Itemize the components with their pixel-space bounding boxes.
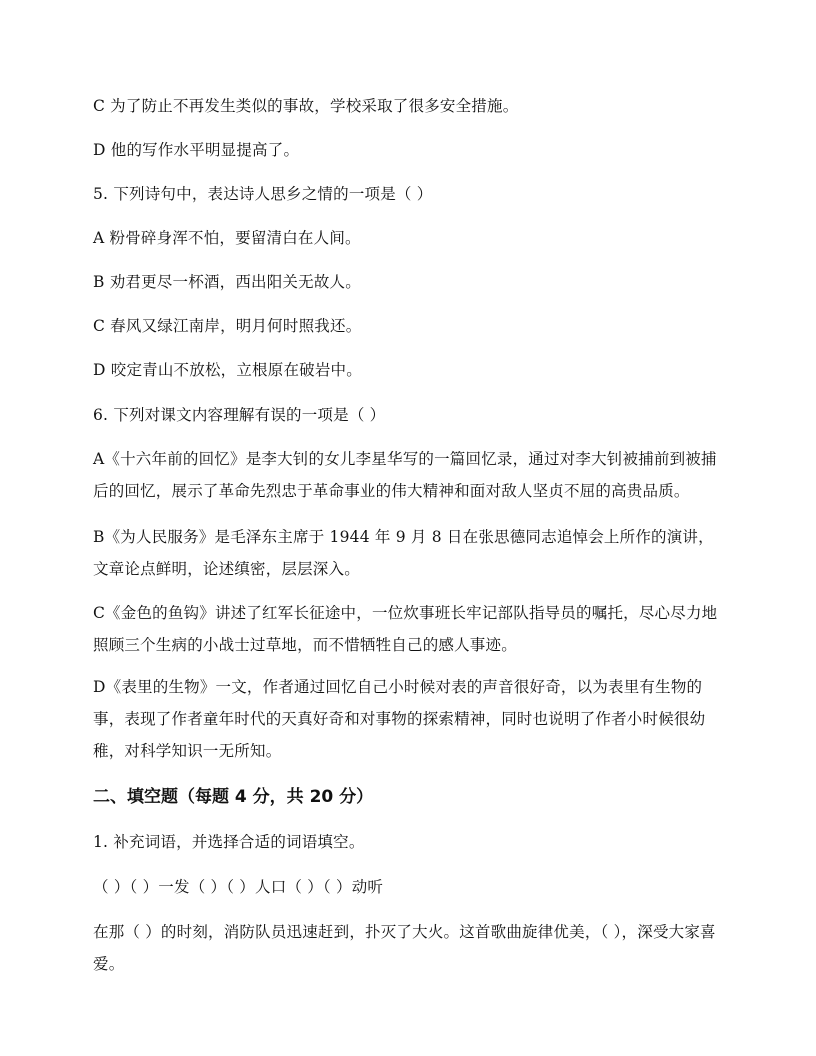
question-4-option-c: C 为了防止不再发生类似的事故，学校采取了很多安全措施。 — [93, 97, 519, 115]
question-6-stem: 6. 下列对课文内容理解有误的一项是（ ） — [93, 406, 386, 424]
question-6-option-a: A《十六年前的回忆》是李大钊的女儿李星华写的一篇回忆录，通过对李大钊被捕前到被捕后的回忆，展示了革命先烈忠于革命事业的伟大精神和面对敌人坚贞不屈的高贵品质。 — [93, 450, 717, 500]
question-5-stem: 5. 下列诗句中，表达诗人思乡之情的一项是（ ） — [93, 185, 433, 203]
question-6-option-c: C《金色的鱼钩》讲述了红军长征途中，一位炊事班长牢记部队指导员的嘱托，尽心尽力地照顾三个生病的小战士过草地，而不惜牺牲自己的感人事迹。 — [93, 604, 718, 654]
fill-question-1-words: （ ）（ ）一发（ ）（ ）人口（ ）（ ）动听 — [93, 878, 384, 896]
fill-question-1-stem: 1. 补充词语，并选择合适的词语填空。 — [93, 833, 365, 851]
question-5-option-d: D 咬定青山不放松，立根原在破岩中。 — [93, 361, 362, 379]
fill-question-1-sentence: 在那（ ）的时刻，消防队员迅速赶到，扑灭了大火。这首歌曲旋律优美，（ ），深受大家喜爱。 — [93, 923, 716, 973]
question-6-option-b: B《为人民服务》是毛泽东主席于 1944 年 9 月 8 日在张思德同志追悼会上所作的演讲，文章论点鲜明，论述缜密，层层深入。 — [93, 528, 714, 578]
question-5-option-b: B 劝君更尽一杯酒，西出阳关无故人。 — [93, 273, 361, 291]
question-4-option-d: D 他的写作水平明显提高了。 — [93, 141, 300, 159]
question-6-option-d: D《表里的生物》一文，作者通过回忆自己小时候对表的声音很好奇，以为表里有生物的事，表现了作者童年时代的天真好奇和对事物的探索精神，同时也说明了作者小时候很幼稚，对科学知识一无所知。 — [93, 678, 706, 760]
section-heading: 二、填空题（每题 4 分，共 20 分） — [93, 787, 374, 807]
question-5-option-c: C 春风又绿江南岸，明月何时照我还。 — [93, 317, 362, 335]
question-5-option-a: A 粉骨碎身浑不怕，要留清白在人间。 — [93, 229, 361, 247]
